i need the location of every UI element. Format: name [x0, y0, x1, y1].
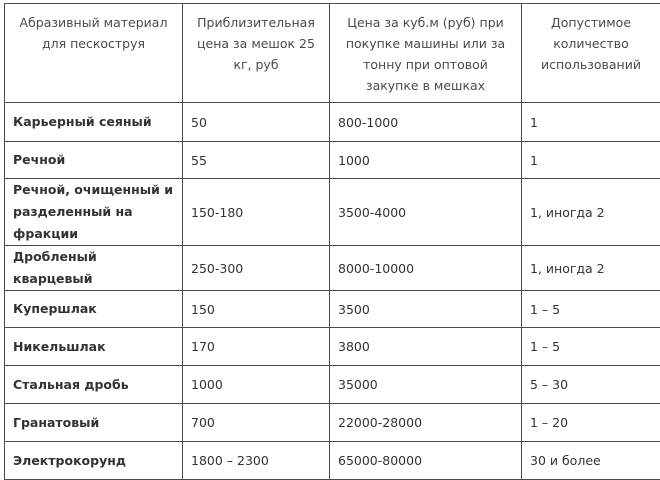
cell-cubic-price: 35000 — [330, 366, 522, 404]
header-material: Абразивный материал для пескоструя — [5, 4, 183, 103]
table-row — [5, 442, 660, 480]
cell-cubic-price: 65000-80000 — [330, 442, 522, 480]
cell-material: Стальная дробь — [5, 366, 183, 404]
table-row — [5, 103, 660, 142]
table-row — [5, 142, 660, 179]
cell-bag-price: 1800 – 2300 — [183, 442, 330, 480]
table-row — [5, 404, 660, 442]
cell-material: Речной — [5, 142, 183, 179]
cell-cubic-price: 1000 — [330, 142, 522, 179]
cell-material: Речной, очищенный и разделенный на фракции — [5, 179, 183, 246]
cell-bag-price: 700 — [183, 404, 330, 442]
cell-bag-price: 50 — [183, 103, 330, 142]
cell-uses: 30 и более — [522, 442, 660, 480]
cell-cubic-price: 3500 — [330, 291, 522, 328]
cell-bag-price: 150 — [183, 291, 330, 328]
abrasives-price-table — [4, 3, 660, 480]
cell-bag-price: 150-180 — [183, 179, 330, 246]
cell-uses: 1 – 20 — [522, 404, 660, 442]
cell-uses: 1 — [522, 103, 660, 142]
cell-bag-price: 55 — [183, 142, 330, 179]
cell-material: Электрокорунд — [5, 442, 183, 480]
header-uses: Допустимое количество использований — [522, 4, 660, 103]
cell-material: Никельшлак — [5, 328, 183, 366]
cell-bag-price: 1000 — [183, 366, 330, 404]
cell-uses: 5 – 30 — [522, 366, 660, 404]
cell-uses: 1 – 5 — [522, 291, 660, 328]
header-cubic-price: Цена за куб.м (руб) при покупке машины или за тонну при оптовой закупке в мешках — [330, 4, 522, 103]
cell-uses: 1, иногда 2 — [522, 246, 660, 291]
table-header-row — [5, 4, 660, 103]
table-row — [5, 328, 660, 366]
cell-material: Дробленый кварцевый — [5, 246, 183, 291]
cell-cubic-price: 3500-4000 — [330, 179, 522, 246]
table-row — [5, 366, 660, 404]
cell-bag-price: 170 — [183, 328, 330, 366]
header-bag-price: Приблизительная цена за мешок 25 кг, руб — [183, 4, 330, 103]
cell-material: Купершлак — [5, 291, 183, 328]
cell-material: Гранатовый — [5, 404, 183, 442]
table-row — [5, 246, 660, 291]
cell-cubic-price: 22000-28000 — [330, 404, 522, 442]
cell-cubic-price: 8000-10000 — [330, 246, 522, 291]
cell-uses: 1 – 5 — [522, 328, 660, 366]
cell-cubic-price: 3800 — [330, 328, 522, 366]
table-row — [5, 179, 660, 246]
cell-bag-price: 250-300 — [183, 246, 330, 291]
cell-uses: 1, иногда 2 — [522, 179, 660, 246]
cell-uses: 1 — [522, 142, 660, 179]
table-row — [5, 291, 660, 328]
cell-material: Карьерный сеяный — [5, 103, 183, 142]
cell-cubic-price: 800-1000 — [330, 103, 522, 142]
